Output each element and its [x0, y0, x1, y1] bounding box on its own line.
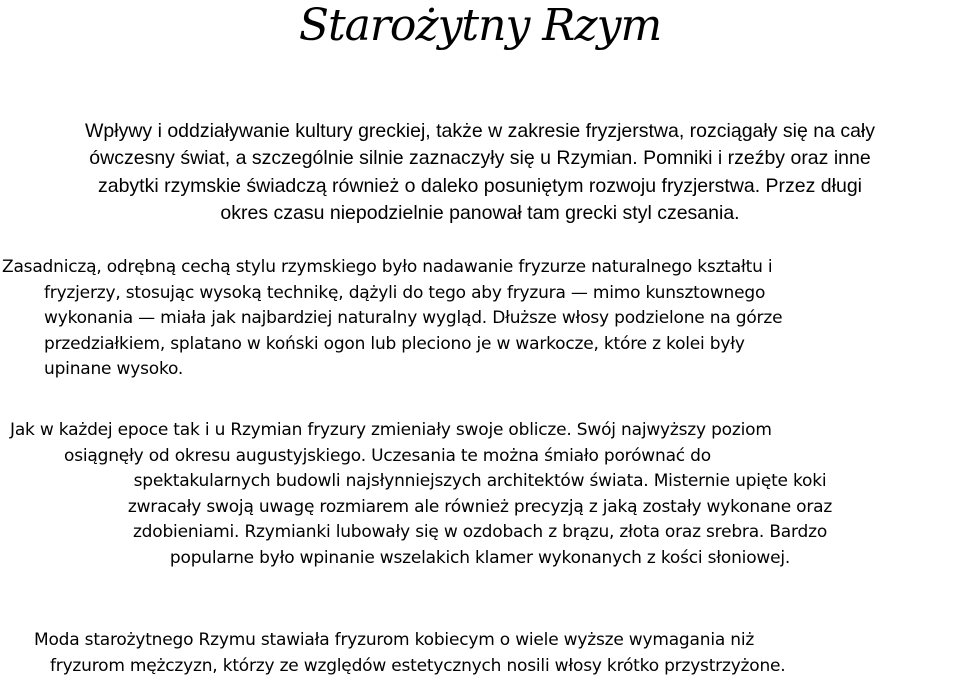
paragraph-line: spektakularnych budowli najsłynniejszych architektów świata. Misternie upięte koki: [133, 471, 827, 491]
paragraph-greek-influence: [0, 118, 960, 227]
paragraph-line: osiągnęły od okresu augustyjskiego. Uczesania te można śmiało porównać do: [64, 445, 711, 466]
page-title: Starożytny Rzym: [298, 0, 662, 51]
paragraph-fashion: [0, 628, 960, 679]
paragraph-line: zdobieniami. Rzymianki lubowały się w ozdobach z brązu, złota oraz srebra. Bardzo: [132, 522, 828, 542]
paragraph-roman-style: [0, 255, 960, 383]
paragraph-line: zwracały swoją uwagę rozmiarem ale również precyzją z jaką zostały wykonane oraz: [127, 496, 833, 517]
paragraph-line: Zasadniczą, odrębną cechą stylu rzymskiego było nadawanie fryzurze naturalnego kształtu i: [2, 257, 773, 277]
paragraph-line: okres czasu niepodzielnie panował tam grecki styl czesania.: [220, 201, 740, 224]
paragraph-line: fryzurom mężczyzn, którzy ze względów estetycznych nosili włosy krótko przystrzyżone.: [50, 655, 786, 676]
paragraph-line: zabytki rzymskie świadczą również o daleko posuniętym rozwoju fryzjerstwa. Przez długi: [97, 174, 863, 197]
paragraph-line: wykonania — miała jak najbardziej naturalny wygląd. Dłuższe włosy podzielone na górze: [44, 308, 783, 328]
paragraph-line: ówczesny świat, a szczególnie silnie zaznaczyły się u Rzymian. Pomniki i rzeźby oraz inne: [89, 147, 871, 170]
paragraph-line: przedziałkiem, splatano w koński ogon lub pleciono je w warkocze, które z kolei były: [44, 333, 745, 354]
paragraph-line: popularne było wpinanie wszelakich klamer wykonanych z kości słoniowej.: [169, 547, 791, 568]
paragraph-line: Wpływy i oddziaływanie kultury greckiej, także w zakresie fryzjerstwa, rozciągały się na cały: [84, 120, 876, 142]
paragraph-epochs: [0, 418, 960, 571]
paragraph-line: upinane wysoko.: [44, 359, 184, 379]
paragraph-line: fryzjerzy, stosując wysoką technikę, dążyli do tego aby fryzura — mimo kunsztownego: [44, 282, 766, 303]
paragraph-line: Jak w każdej epoce tak i u Rzymian fryzury zmieniały swoje oblicze. Swój najwyższy poziom: [10, 420, 772, 440]
paragraph-line: Moda starożytnego Rzymu stawiała fryzurom kobiecym o wiele wyższe wymagania niż: [34, 630, 755, 650]
